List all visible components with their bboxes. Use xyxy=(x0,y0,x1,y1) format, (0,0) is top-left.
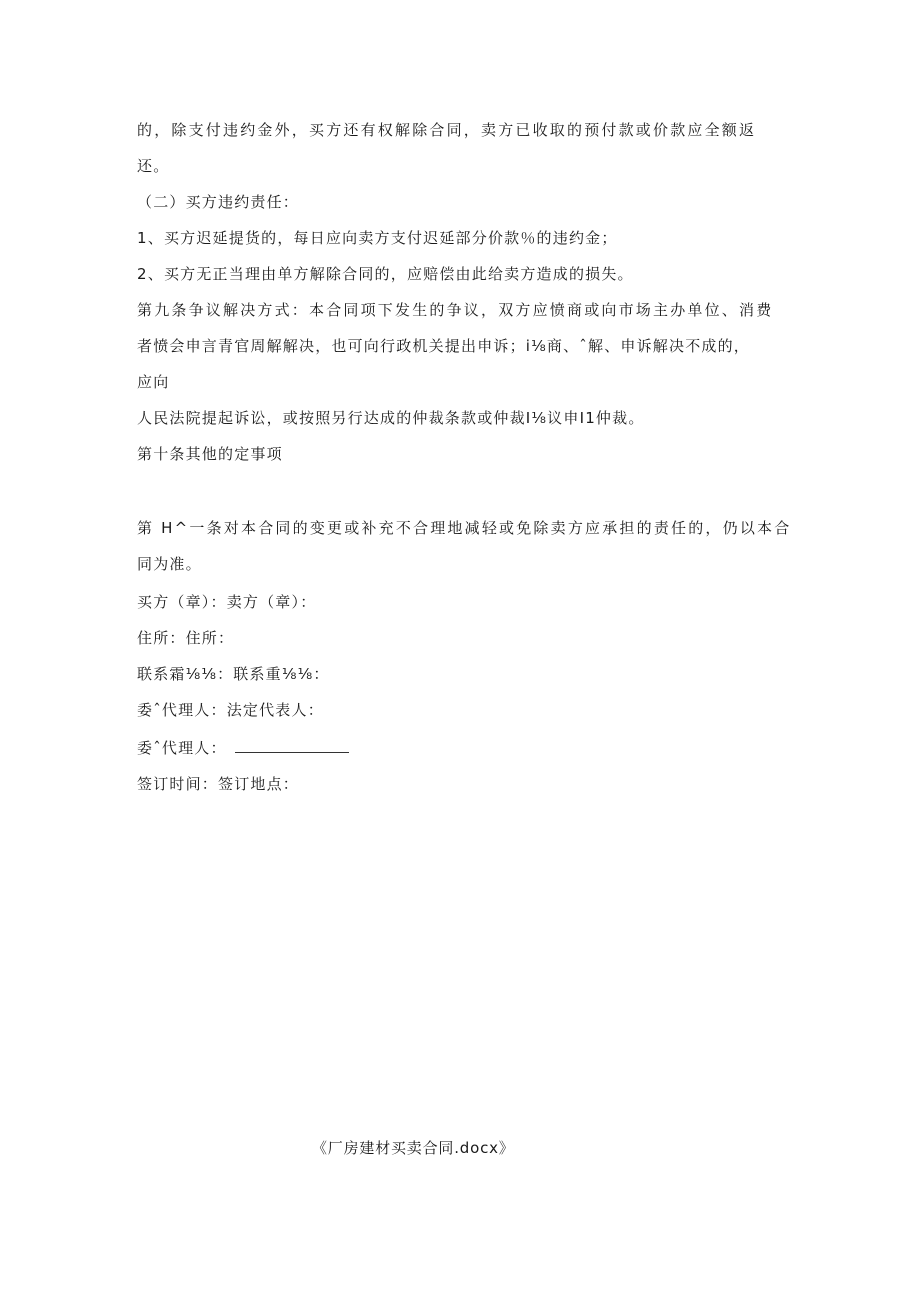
paragraph-line: 1、买方迟延提货的，每日应向卖方支付迟延部分价款％的违约金； xyxy=(137,229,618,247)
document-filename-footer: 《厂房建材买卖合同.docx》 xyxy=(312,1139,515,1157)
paragraph-line: 2、买方无正当理由单方解除合同的，应赔偿由此给卖方造成的损失。 xyxy=(137,265,634,283)
signature-agent-row xyxy=(137,738,349,758)
section-heading: 第十条其他的定事项 xyxy=(137,445,283,463)
signature-parties: 买方（章）：卖方（章）： xyxy=(137,593,317,611)
signature-address: 住所：住所： xyxy=(137,629,235,647)
paragraph-line: 第九条争议解决方式：本合同项下发生的争议，双方应愤商或向市场主办单位、消费 xyxy=(137,301,774,319)
signature-contact: 联系霜⅛⅛：联系重⅛⅛： xyxy=(137,665,330,683)
paragraph-line: 人民法院提起诉讼，或按照另行达成的仲裁条款或仲裁I⅛议申I1仲裁。 xyxy=(137,409,645,427)
paragraph-line: 者愤会申言青官周解解决，也可向行政机关提出申诉；i⅛商、ˆ解、申诉解决不成的， xyxy=(137,337,751,355)
paragraph-line: 还。 xyxy=(137,157,170,175)
signature-agent-representative: 委ˆ代理人：法定代表人： xyxy=(137,701,324,719)
paragraph-line: 第 H^一条对本合同的变更或补充不合理地减轻或免除卖方应承担的责任的，仍以本合 xyxy=(137,519,792,537)
paragraph-line: 的，除支付违约金外，买方还有权解除合同，卖方已收取的预付款或价款应全额返 xyxy=(137,121,757,139)
signature-agent-label: 委ˆ代理人： xyxy=(137,739,227,757)
paragraph-line: 同为准。 xyxy=(137,555,202,573)
section-heading: （二）买方违约责任： xyxy=(137,193,300,211)
paragraph-line: 应向 xyxy=(137,373,170,391)
signature-time-place: 签订时间：签订地点： xyxy=(137,775,300,793)
signature-blank-line xyxy=(235,738,349,753)
